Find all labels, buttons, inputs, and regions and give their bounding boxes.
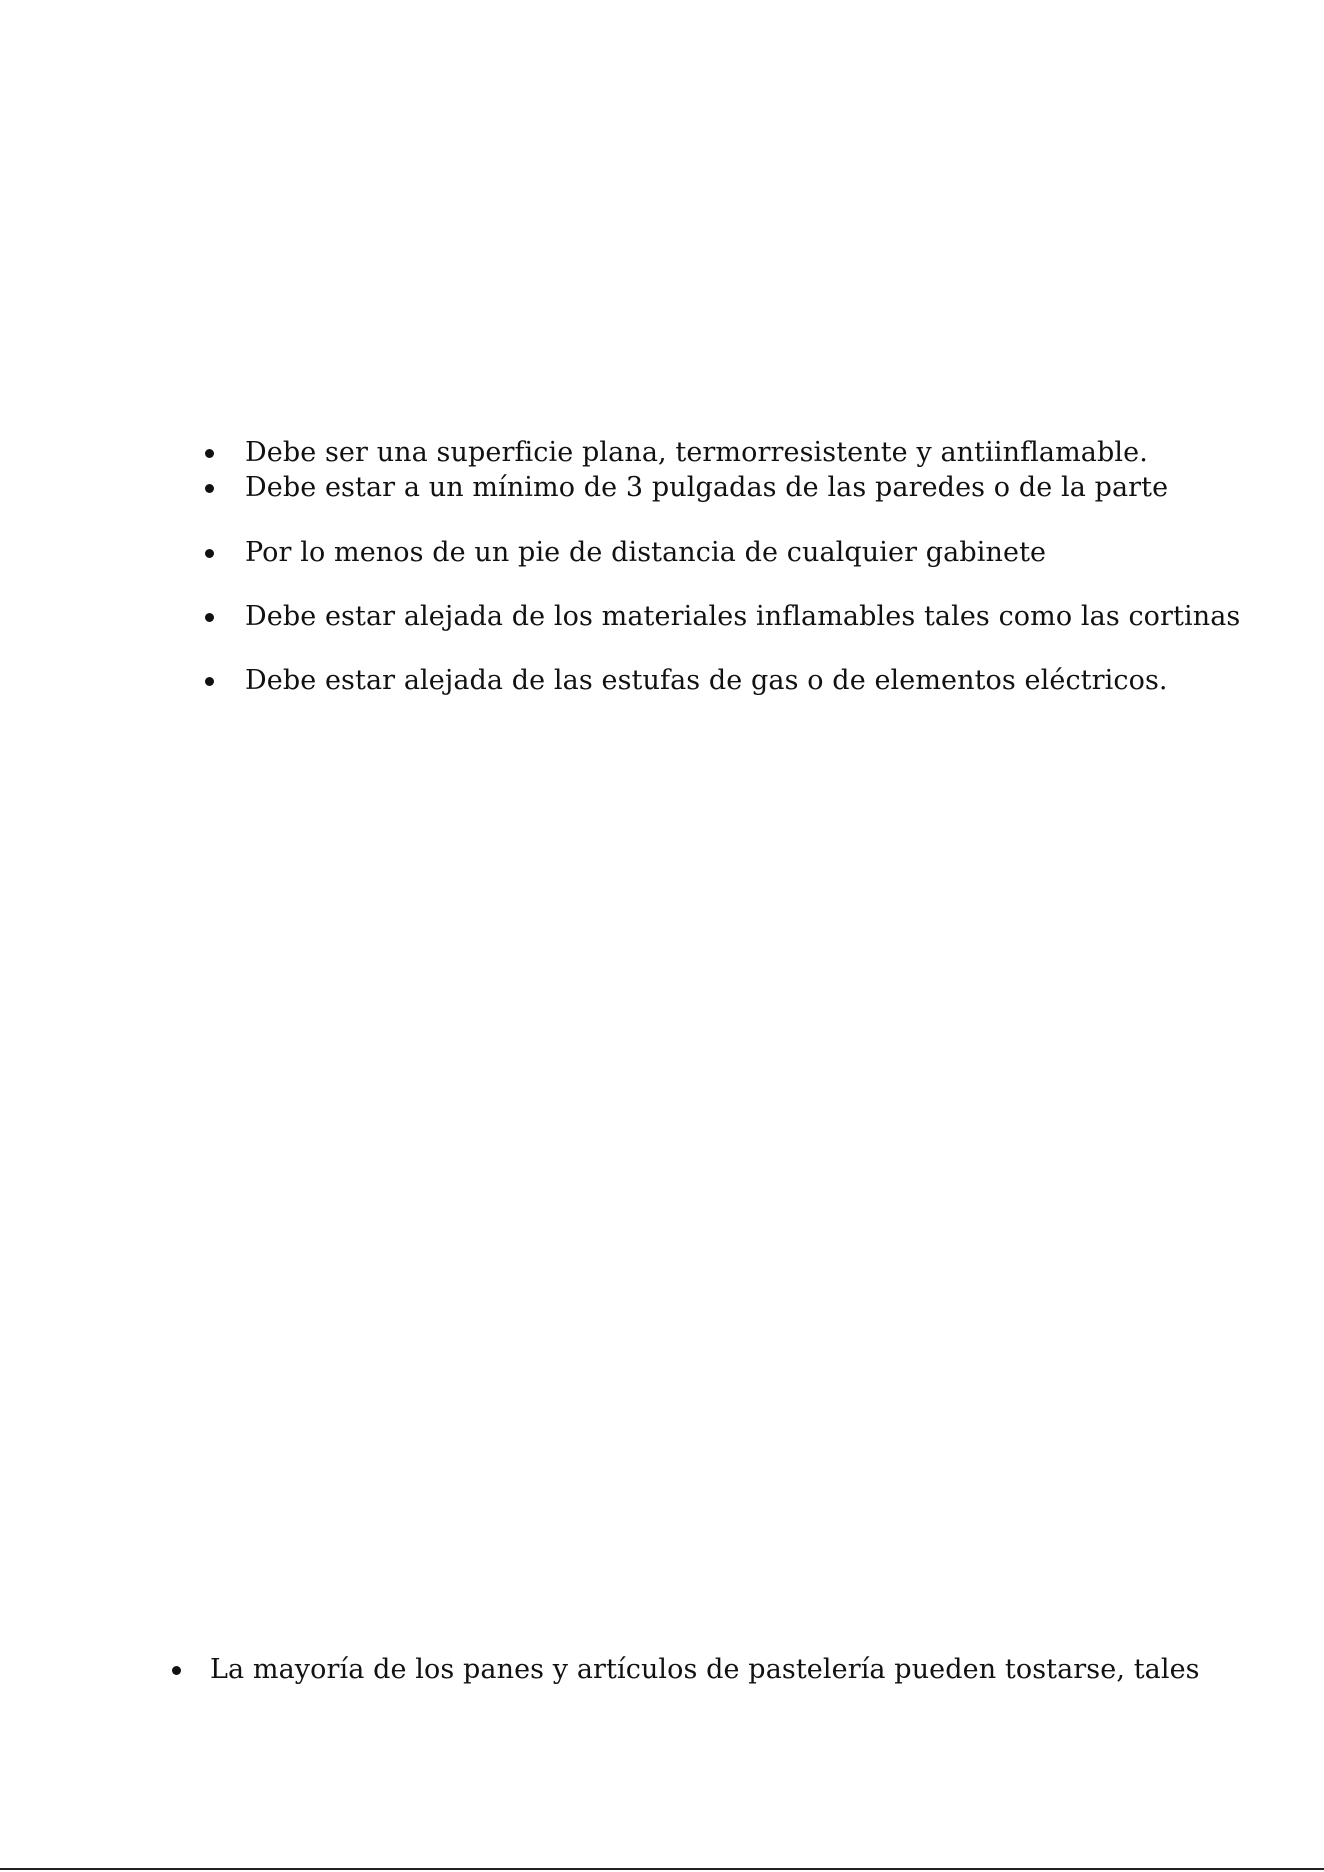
bullet-icon xyxy=(205,484,214,493)
list-item-text: Debe estar alejada de los materiales inflamables tales como las cortinas xyxy=(245,601,1241,632)
bullet-icon xyxy=(205,549,214,558)
list-item-text: Debe estar alejada de las estufas de gas o de elementos eléctricos. xyxy=(245,665,1168,696)
list-item-text: La mayoría de los panes y artículos de pastelería pueden tostarse, tales xyxy=(210,1654,1200,1685)
list-item-text: Debe ser una superficie plana, termorresistente y antiinflamable. xyxy=(245,437,1148,468)
bullet-icon xyxy=(205,613,214,622)
list-item-text: Debe estar a un mínimo de 3 pulgadas de las paredes o de la parte xyxy=(245,472,1169,503)
page-bottom-rule xyxy=(0,1868,1324,1870)
bullet-icon xyxy=(172,1666,181,1675)
bullet-icon xyxy=(205,449,214,458)
bullet-icon xyxy=(205,677,214,686)
list-item-text: Por lo menos de un pie de distancia de cualquier gabinete xyxy=(245,537,1047,568)
